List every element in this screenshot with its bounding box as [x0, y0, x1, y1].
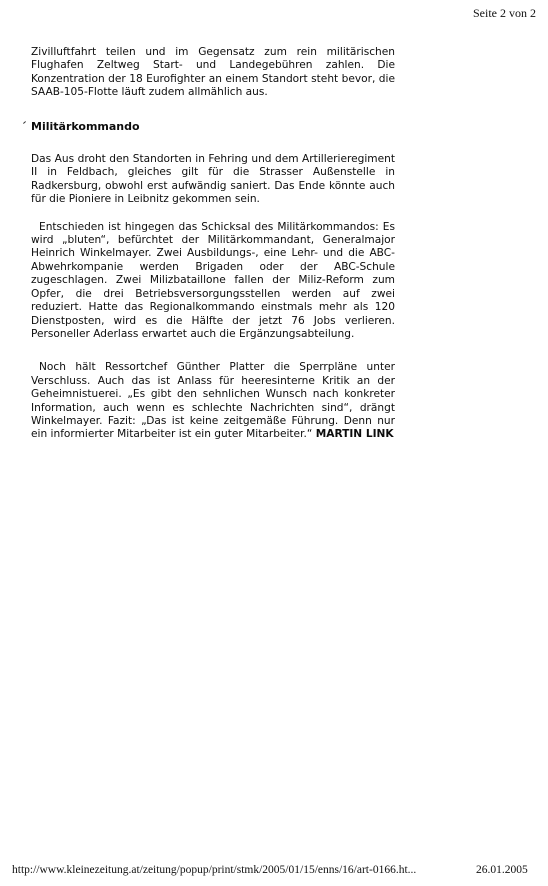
author-byline: MARTIN LINK — [315, 428, 394, 441]
article-paragraph-last — [31, 361, 395, 441]
section-heading: Militärkommando — [31, 119, 140, 133]
article-paragraph: Das Aus droht den Standorten in Fehring und dem Artillerieregiment II in Feldbach, gleiches gilt für die Strasser Außenstelle in Radkersburg, obwohl erst aufwändig saniert. Das Ende könnte auch für die Pioniere in Leibnitz gekommen sein. — [31, 153, 395, 206]
article-paragraph: Entschieden ist hingegen das Schicksal des Militärkommandos: Es wird „bluten“, befürchtet der Militärkommandant, Generalmajor Heinrich Winkelmayer. Zwei Ausbildungs-, eine Lehr- und die ABC-Abwehrkompanie werden Brigaden oder der ABC-Schule zugeschlagen. Zwei Milizbataillone fallen der Miliz-Reform zum Opfer, die drei Betriebsversorgungsstellen werden auf zwei reduziert. Hatte das Regionalkommando einstmals mehr als 120 Dienstposten, wird es die Hälfte der jetzt 76 Jobs verlieren. Personeller Aderlass erwartet auch die Ergänzungsabteilung. — [31, 220, 395, 340]
article-body — [31, 46, 395, 442]
page-indicator: Seite 2 von 2 — [473, 6, 536, 20]
footer-date: 26.01.2005 — [476, 864, 528, 876]
article-paragraph: Zivilluftfahrt teilen und im Gegensatz zum rein militärischen Flughafen Zeltweg Start- und Landegebühren zahlen. Die Konzentration der 18 Eurofighter an einem Standort steht bevor, die SAAB-105-Flotte läuft zudem allmählich aus. — [31, 46, 395, 99]
scan-speck — [23, 121, 26, 124]
article-paragraph-text: Noch hält Ressortchef Günther Platter die Sperrpläne unter Verschluss. Auch das ist Anlass für heeresinterne Kritik an der Geheimnistuerei. „Es gibt den sehnlichen Wunsch nach konkreter Information, auch wenn es schlechte Nachrichten sind“, drängt Winkelmayer. Fazit: „Das ist keine zeitgemäße Führung. Denn nur ein informierter Mitarbeiter ist ein guter Mitarbeiter.“ — [31, 361, 395, 441]
footer-url: http://www.kleinezeitung.at/zeitung/popup/print/stmk/2005/01/15/enns/16/art-0166.ht... — [12, 864, 417, 876]
